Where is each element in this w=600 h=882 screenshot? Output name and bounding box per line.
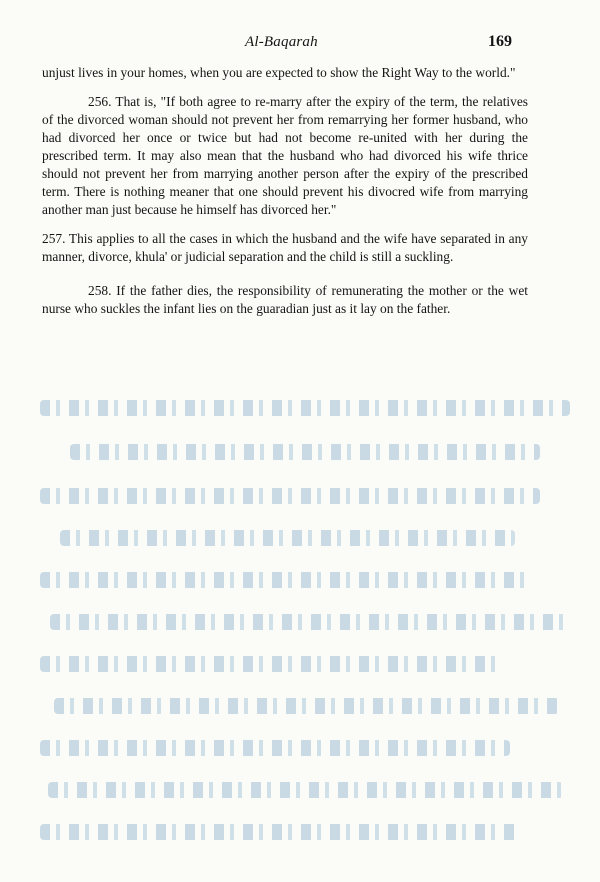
bleed-row [40, 400, 570, 416]
bleed-row [40, 488, 540, 504]
chapter-title: Al-Baqarah [245, 34, 318, 50]
footnote-257: 257. This applies to all the cases in which the husband and the wife have separated in any manner, divorce, khula' or judicial separation and the child is still a suckling. [42, 231, 528, 264]
bleed-row [40, 572, 530, 588]
bleed-row [60, 530, 515, 546]
bleed-through-texture [40, 388, 575, 868]
bleed-row [54, 698, 559, 714]
page-number: 169 [488, 33, 512, 50]
paragraph-continuation: unjust lives in your homes, when you are expected to show the Right Way to the world." [42, 65, 516, 80]
bleed-row [40, 824, 520, 840]
footnote-258: 258. If the father dies, the responsibility of remunerating the mother or the wet nurse who suckles the infant lies on the guaradian just as it lay on the father. [42, 283, 528, 316]
footnote-256: 256. That is, "If both agree to re-marry after the expiry of the term, the relatives of the divorced woman should not prevent her from remarrying her former husband, who had divorced her once or twice but had not become re-united with her during the prescribed term. It may also mean that the husband who had divorced his wife thrice should not prevent her from marrying another person after the expiry of the prescribed term. There is nothing meaner that one should prevent his divocred wife from marrying another man just because he himself has divorced her." [42, 94, 528, 217]
bleed-row [48, 782, 563, 798]
body-text [42, 64, 528, 329]
bleed-row [70, 444, 540, 460]
bleed-row [40, 740, 510, 756]
bleed-row [50, 614, 570, 630]
bleed-row [40, 656, 500, 672]
page-header [0, 34, 600, 56]
